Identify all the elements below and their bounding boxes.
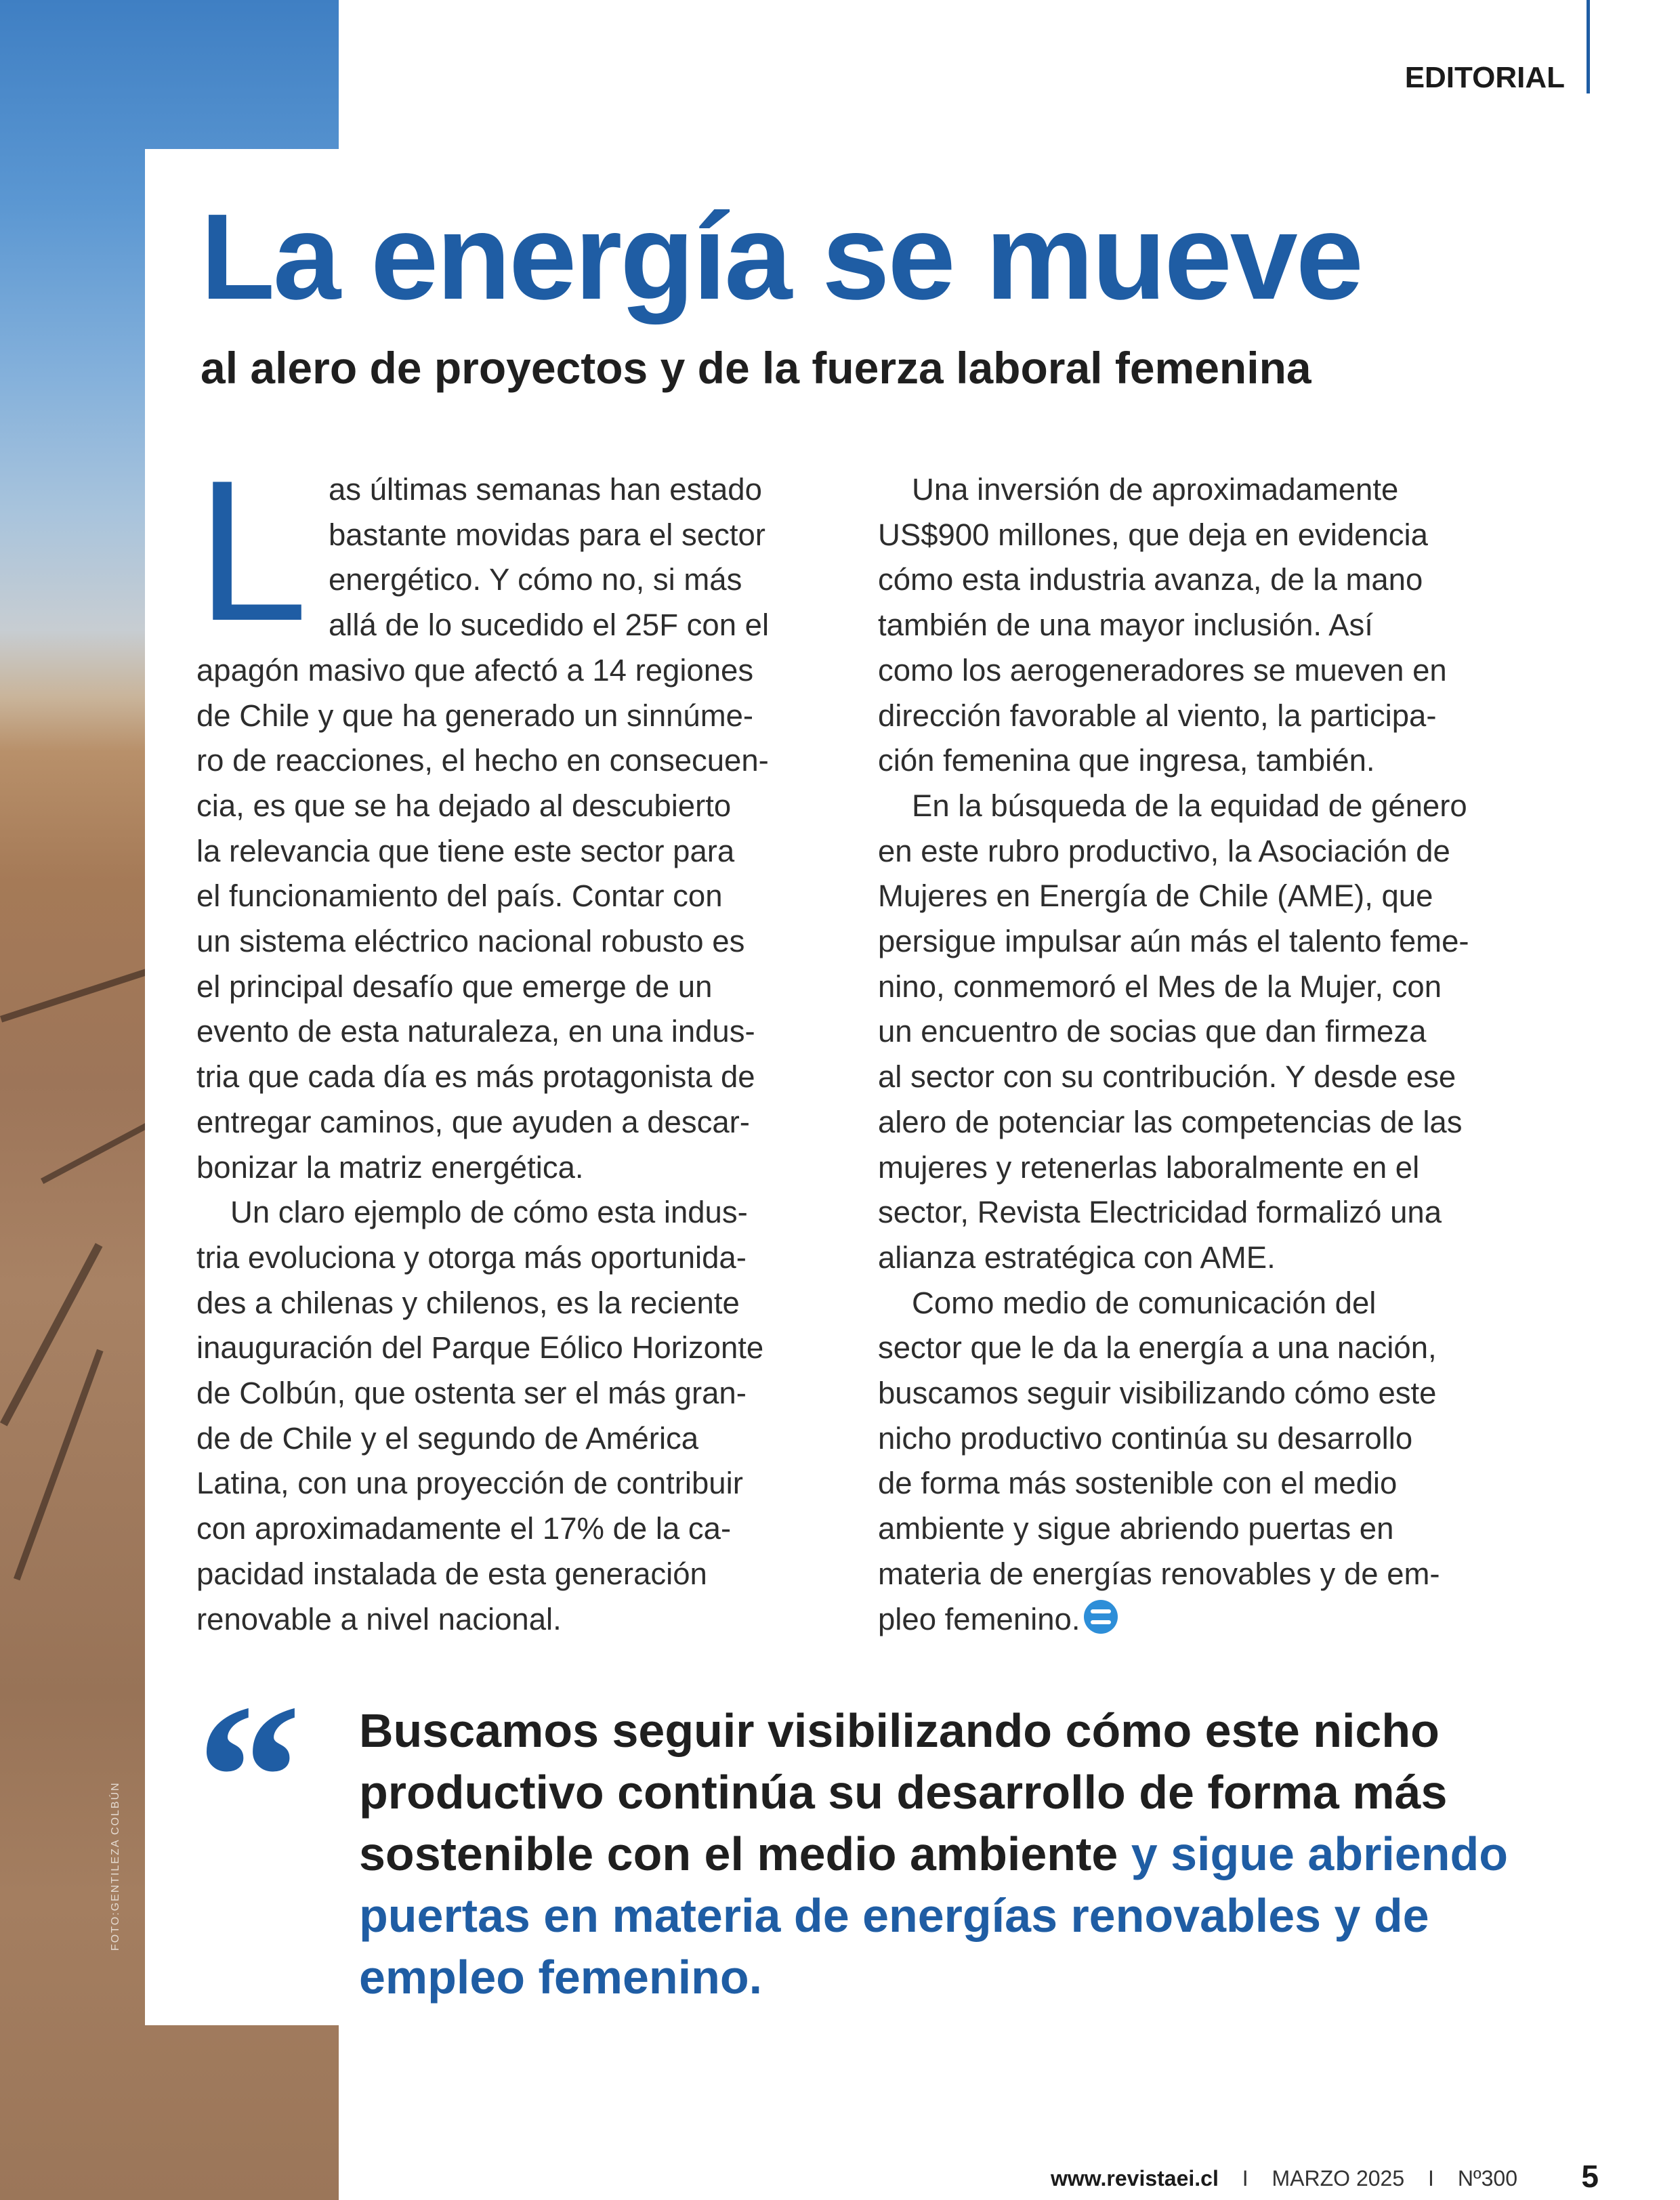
text-line: mujeres y retenerlas laboralmente en el [878,1149,1420,1185]
section-rule [1587,0,1590,93]
turbine-shadow [0,1243,102,1426]
footer-issue: Nº300 [1457,2166,1517,2191]
text-line: buscamos seguir visibilizando cómo este [878,1376,1437,1411]
drop-cap: L [196,438,308,662]
footer-date: MARZO 2025 [1272,2166,1405,2191]
text-line: dirección favorable al viento, la participa- [878,698,1437,733]
revista-ei-logo-icon [1084,1600,1118,1634]
footer-url[interactable]: www.revistaei.cl [1051,2166,1219,2191]
quote-mark-icon: “ [196,1662,301,1894]
section-label: EDITORIAL [1404,61,1565,94]
text-line: de Colbún, que ostenta ser el más gran- [196,1376,747,1411]
text-line: de forma más sostenible con el medio [878,1466,1398,1501]
photo-credit: FOTO:GENTILEZA COLBÚN [110,1781,121,1951]
text-line: Una inversión de aproximadamente [912,472,1399,507]
text-line: como los aerogeneradores se mueven en [878,652,1447,688]
footer [1051,2167,1517,2189]
text-line: un encuentro de socias que dan firmeza [878,1014,1427,1049]
text-line: bastante movidas para el sector [329,517,765,552]
text-line: tria evoluciona y otorga más oportunida- [196,1240,747,1275]
text-line: pacidad instalada de esta generación [196,1556,707,1591]
page-number: 5 [1581,2159,1599,2194]
left-column [196,438,847,1642]
text-line: de Chile y que ha generado un sinnúme- [196,698,754,733]
text-line: cómo esta industria avanza, de la mano [878,562,1423,597]
text-line: En la búsqueda de la equidad de género [912,788,1467,823]
text-line: en este rubro productivo, la Asociación de [878,833,1450,868]
text-line: al sector con su contribución. Y desde ese [878,1059,1456,1095]
text-line: Como medio de comunicación del [912,1285,1377,1320]
text-line: nino, conmemoró el Mes de la Mujer, con [878,969,1442,1004]
text-line: Un claro ejemplo de cómo esta indus- [230,1195,748,1230]
text-line: entregar caminos, que ayuden a descar- [196,1104,750,1139]
pullquote-dark-text: Buscamos seguir visibilizando cómo este nicho productivo continúa su desarrollo de forma más sostenible con el medio ambiente [359,1704,1448,1880]
text-fragment: pleo femenino. [878,1601,1080,1636]
text-line: un sistema eléctrico nacional robusto es [196,924,745,959]
text-line: sector que le da la energía a una nación, [878,1330,1437,1366]
text-line: el funcionamiento del país. Contar con [196,879,723,914]
text-line: alianza estratégica con AME. [878,1240,1276,1275]
text-line: también de una mayor inclusión. Así [878,608,1373,643]
text-line: bonizar la matriz energética. [196,1149,584,1185]
text-line: alero de potenciar las competencias de las [878,1104,1463,1139]
text-line [878,1597,1528,1643]
paragraph [878,1281,1528,1643]
text-line: inauguración del Parque Eólico Horizonte [196,1330,764,1366]
paragraph [878,784,1528,1281]
pullquote-accent-text: y sigue abriendo puertas en materia de energías renovables y de empleo femenino. [359,1827,1508,2004]
footer-separator: I [1242,2166,1248,2191]
text-line: persigue impulsar aún más el talento feme- [878,924,1469,959]
right-column [878,467,1528,1642]
text-line: de de Chile y el segundo de América [196,1420,699,1456]
paragraph [196,438,847,1190]
article-subtitle: al alero de proyectos y de la fuerza laboral femenina [201,343,1311,393]
text-line: cia, es que se ha dejado al descubierto [196,788,732,823]
paragraph [878,467,1528,784]
text-line: ro de reacciones, el hecho en consecuen- [196,743,769,778]
text-line: nicho productivo continúa su desarrollo [878,1420,1413,1456]
text-line: renovable a nivel nacional. [196,1601,562,1636]
text-line: allá de lo sucedido el 25F con el [329,608,770,643]
text-line: apagón masivo que afectó a 14 regiones [196,652,754,688]
text-line: tria que cada día es más protagonista de [196,1059,755,1095]
text-line: Mujeres en Energía de Chile (AME), que [878,879,1433,914]
text-line: as últimas semanas han estado [329,472,762,507]
text-line: la relevancia que tiene este sector para [196,833,735,868]
article-title: La energía se mueve [201,189,1362,325]
text-line: ción femenina que ingresa, también. [878,743,1375,778]
text-line: US$900 millones, que deja en evidencia [878,517,1428,552]
text-line: materia de energías renovables y de em- [878,1556,1440,1591]
text-line: des a chilenas y chilenos, es la reciente [196,1285,740,1320]
text-line: el principal desafío que emerge de un [196,969,713,1004]
paragraph [196,1190,847,1642]
text-line: con aproximadamente el 17% de la ca- [196,1511,732,1546]
text-line: ambiente y sigue abriendo puertas en [878,1511,1394,1546]
text-line: evento de esta naturaleza, en una indus- [196,1014,755,1049]
pullquote [359,1700,1551,2008]
text-line: energético. Y cómo no, si más [329,562,742,597]
text-line: sector, Revista Electricidad formalizó una [878,1195,1442,1230]
text-line: Latina, con una proyección de contribuir [196,1466,743,1501]
footer-separator: I [1428,2166,1434,2191]
